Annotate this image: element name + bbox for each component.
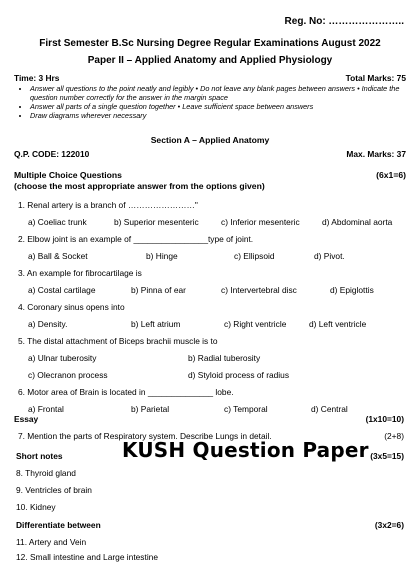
question-5: 5. The distal attachment of Biceps brachii muscle is to <box>18 336 218 346</box>
short-notes-heading: Short notes <box>16 451 63 461</box>
option: b) Superior mesenteric <box>114 217 199 227</box>
instruction-item: • Draw diagrams wherever necessary <box>30 111 406 120</box>
question-12: 12. Small intestine and Large intestine <box>16 552 158 562</box>
question-2: 2. Elbow joint is an example of ________________type of joint. <box>18 234 254 244</box>
option: b) Pinna of ear <box>131 285 186 295</box>
question-3: 3. An example for fibrocartilage is <box>18 268 142 278</box>
essay-marks: (1x10=10) <box>365 414 404 424</box>
option: c) Right ventricle <box>224 319 287 329</box>
option: a) Frontal <box>28 404 64 414</box>
question-1: 1. Renal artery is a branch of ……………………" <box>18 200 198 210</box>
option: c) Olecranon process <box>28 370 108 380</box>
options-6 <box>28 404 410 414</box>
mcq-subtitle: (choose the most appropriate answer from the options given) <box>14 181 265 191</box>
mcq-heading <box>14 170 406 192</box>
max-marks: Max. Marks: 37 <box>346 149 406 159</box>
question-4: 4. Coronary sinus opens into <box>18 302 125 312</box>
options-3 <box>28 285 410 295</box>
watermark: KUSH Question Paper <box>122 438 369 462</box>
option: a) Density. <box>28 319 68 329</box>
instructions-list <box>14 84 406 120</box>
option: a) Coeliac trunk <box>28 217 87 227</box>
short-notes-marks: (3x5=15) <box>370 451 404 461</box>
option: d) Abdominal aorta <box>322 217 393 227</box>
differentiate-marks: (3x2=6) <box>374 520 404 530</box>
option: b) Hinge <box>146 251 178 261</box>
question-8: 8. Thyroid gland <box>16 468 76 478</box>
qp-code: Q.P. CODE: 122010 <box>14 149 90 159</box>
question-9: 9. Ventricles of brain <box>16 485 92 495</box>
question-10: 10. Kidney <box>16 502 56 512</box>
option: c) Temporal <box>224 404 268 414</box>
options-2 <box>28 251 410 261</box>
instruction-item: • Answer all questions to the point neatly and legibly • Do not leave any blank pages between answers • Indicate the question number correctly for the answer in the margin space <box>30 84 406 102</box>
reg-no: Reg. No: ………………….. <box>284 16 404 27</box>
time-marks-row <box>14 73 406 83</box>
option: d) Epiglottis <box>330 285 374 295</box>
option: c) Ellipsoid <box>234 251 275 261</box>
essay-heading: Essay <box>14 414 39 424</box>
section-a-title: Section A – Applied Anatomy <box>150 135 270 145</box>
option: c) Inferior mesenteric <box>221 217 300 227</box>
exam-title: First Semester B.Sc Nursing Degree Regular Examinations August 2022 <box>39 38 381 49</box>
mcq-marks: (6x1=6) <box>376 170 406 180</box>
differentiate-heading: Differentiate between <box>16 520 101 530</box>
option: d) Styloid process of radius <box>188 370 290 380</box>
total-marks: Total Marks: 75 <box>345 73 406 83</box>
option: b) Left atrium <box>131 319 181 329</box>
options-1 <box>28 217 410 227</box>
option: d) Left ventricle <box>309 319 367 329</box>
options-5b <box>28 370 410 380</box>
option: d) Pivot. <box>314 251 345 261</box>
question-7-marks: (2+8) <box>384 431 404 441</box>
instruction-item: • Answer all parts of a single question together • Leave sufficient space between answers <box>30 102 406 111</box>
options-4 <box>28 319 410 329</box>
option: a) Ball & Socket <box>28 251 88 261</box>
time: Time: 3 Hrs <box>14 73 60 83</box>
qp-code-row <box>14 149 406 159</box>
option: c) Intervertebral disc <box>221 285 297 295</box>
question-7: 7. Mention the parts of Respiratory system. Describe Lungs in detail. <box>18 431 272 441</box>
option: d) Central <box>311 404 348 414</box>
option: a) Ulnar tuberosity <box>28 353 97 363</box>
paper-title: Paper II – Applied Anatomy and Applied Physiology <box>87 55 333 66</box>
mcq-title: Multiple Choice Questions <box>14 170 122 180</box>
question-6: 6. Motor area of Brain is located in ______________ lobe. <box>18 387 234 397</box>
option: b) Radial tuberosity <box>188 353 261 363</box>
options-5a <box>28 353 410 363</box>
option: a) Costal cartilage <box>28 285 96 295</box>
question-11: 11. Artery and Vein <box>16 537 87 547</box>
option: b) Parietal <box>131 404 170 414</box>
